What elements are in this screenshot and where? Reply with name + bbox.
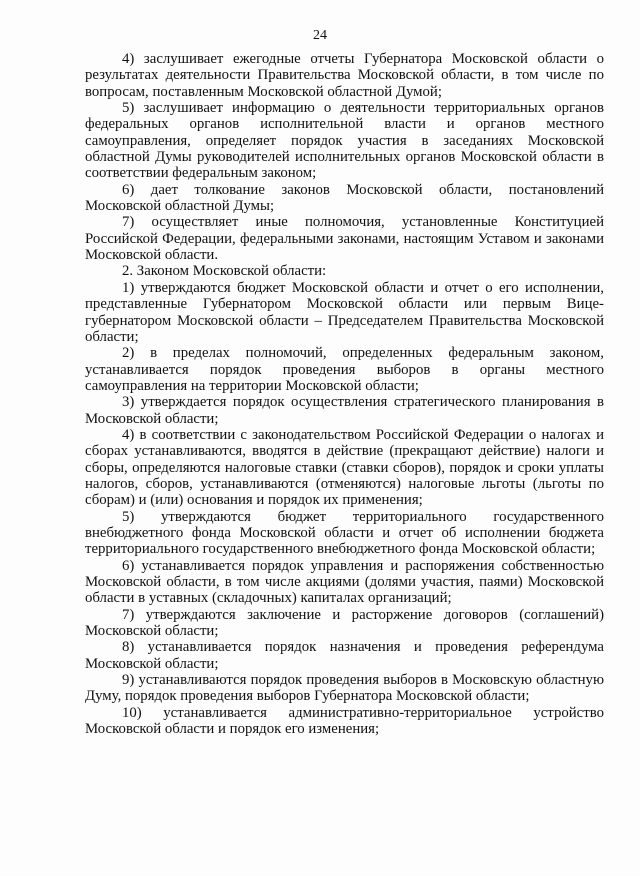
page-number: 24: [313, 28, 327, 43]
law-item-2: 2) в пределах полномочий, определенных федеральным законом, устанавливается порядок проведения выборов в органы местного самоуправления на территории Московской области;: [85, 345, 604, 394]
law-item-6: 6) устанавливается порядок управления и распоряжения собственностью Московской области, в том числе акциями (долями участия, паями) Московской области в уставных (складочных) капиталах организаций;: [85, 557, 604, 607]
paragraph-item-7: 7) осуществляет иные полномочия, установленные Конституцией Российской Федерации, федеральными законами, настоящим Уставом и законами Московской области.: [85, 214, 604, 264]
law-item-4: 4) в соответствии с законодательством Российской Федерации о налогах и сборах устанавливаются, вводятся в действие (прекращают действие) налоги и сборы, определяются налоговые ставки (ставки сборов), порядок и сроки уплаты налогов, сборов, устанавливаются (отменяются) налоговые льготы (льготы по сборам) и (или) основания и порядок их применения;: [85, 426, 604, 509]
law-item-5: 5) утверждаются бюджет территориального государственного внебюджетного фонда Московской области и отчет об исполнении бюджета территориального государственного внебюджетного фонда Московской области;: [85, 508, 604, 558]
law-item-8: 8) устанавливается порядок назначения и проведения референдума Московской области;: [85, 639, 604, 672]
document-body: [85, 51, 604, 737]
paragraph-item-6: 6) дает толкование законов Московской области, постановлений Московской областной Думы;: [85, 181, 604, 215]
law-item-9: 9) устанавливаются порядок проведения выборов в Московскую областную Думу, порядок проведения выборов Губернатора Московской области;: [85, 672, 604, 705]
law-item-10: 10) устанавливается административно-территориальное устройство Московской области и порядок его изменения;: [85, 704, 604, 738]
law-item-1: 1) утверждаются бюджет Московской области и отчет о его исполнении, представленные Губернатором Московской области или первым Вице-губернатором Московской области – Председателем Правительства Московской области;: [85, 279, 604, 345]
section-heading-2: 2. Законом Московской области:: [122, 263, 327, 280]
law-item-3: 3) утверждается порядок осуществления стратегического планирования в Московской области;: [85, 394, 604, 427]
law-item-7: 7) утверждаются заключение и расторжение договоров (соглашений) Московской области;: [85, 606, 604, 640]
paragraph-item-4: 4) заслушивает ежегодные отчеты Губернатора Московской области о результатах деятельности Правительства Московской области, в том числе по вопросам, поставленным Московской областной Думой;: [85, 51, 604, 100]
paragraph-item-5: 5) заслушивает информацию о деятельности территориальных органов федеральных органов исполнительной власти и органов местного самоуправления, определяет порядок участия в заседаниях Московской областной Думы руководителей исполнительных органов Московской области в соответствии федеральным законом;: [85, 100, 604, 182]
